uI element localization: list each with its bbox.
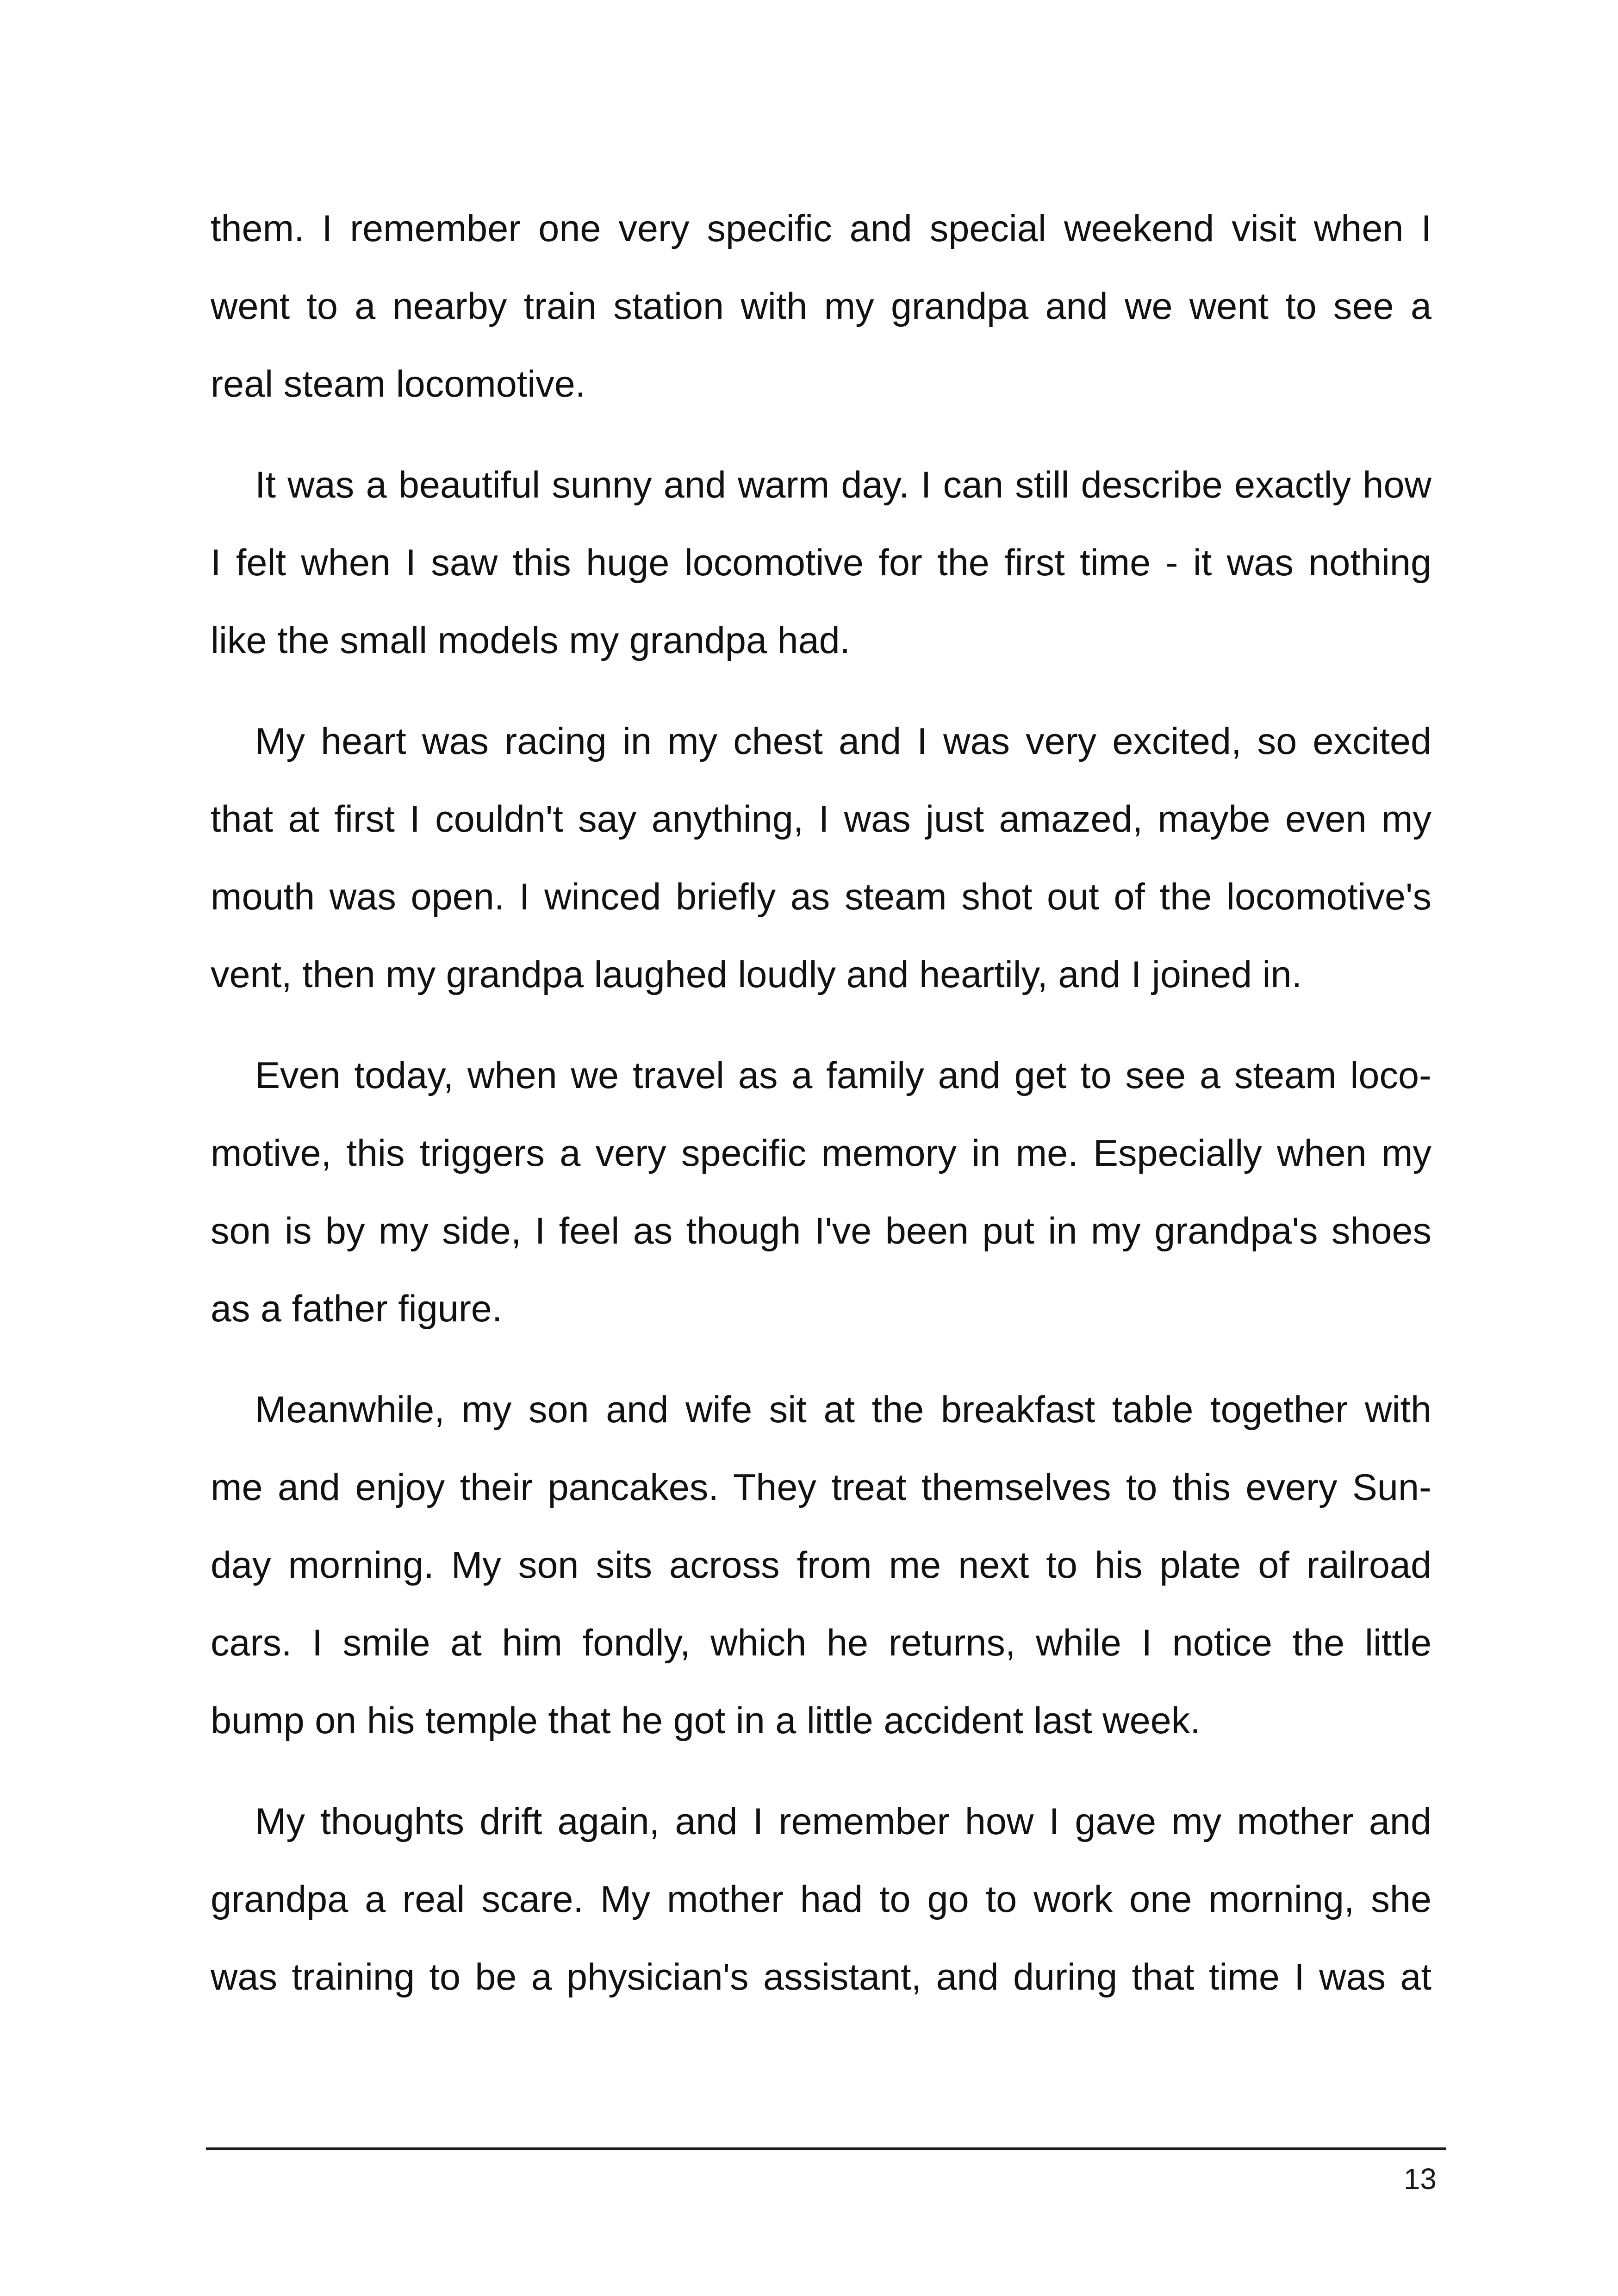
footer-divider [206, 2147, 1446, 2150]
text-line: real steam locomotive. [211, 363, 586, 405]
paragraph-1 [211, 190, 1431, 423]
text-line: day morning. My son sits across from me next to his plate of railroad [211, 1544, 1431, 1586]
text-line: Even today, when we travel as a family and get to see a steam loco- [255, 1055, 1431, 1096]
text-line: motive, this triggers a very specific memory in me. Especially when my [211, 1132, 1431, 1174]
text-line: grandpa a real scare. My mother had to go to work one morning, she [211, 1879, 1431, 1920]
body-text [211, 190, 1431, 2039]
text-line: them. I remember one very specific and special weekend visit when I [211, 208, 1431, 249]
paragraph-5 [211, 1371, 1431, 1760]
text-line: cars. I smile at him fondly, which he returns, while I notice the little [211, 1622, 1431, 1664]
text-line: me and enjoy their pancakes. They treat themselves to this every Sun- [211, 1467, 1431, 1508]
text-line: like the small models my grandpa had. [211, 620, 851, 661]
text-line: as a father figure. [211, 1288, 503, 1330]
text-line: It was a beautiful sunny and warm day. I can still describe exactly how [255, 464, 1431, 506]
text-line: went to a nearby train station with my grandpa and we went to see a [211, 286, 1431, 327]
text-line: was training to be a physician's assistant, and during that time I was at [211, 1956, 1431, 1998]
text-line: son is by my side, I feel as though I've been put in my grandpa's shoes [211, 1210, 1431, 1252]
text-line: vent, then my grandpa laughed loudly and heartily, and I joined in. [211, 954, 1302, 996]
text-line: My heart was racing in my chest and I was very excited, so excited [255, 721, 1431, 762]
text-line: Meanwhile, my son and wife sit at the breakfast table together with [255, 1389, 1431, 1431]
paragraph-3 [211, 703, 1431, 1014]
text-line: that at first I couldn't say anything, I was just amazed, maybe even my [211, 798, 1431, 840]
text-line: mouth was open. I winced briefly as steam shot out of the locomotive's [211, 876, 1431, 918]
text-line: bump on his temple that he got in a little accident last week. [211, 1700, 1201, 1742]
page-number: 13 [1403, 2162, 1437, 2196]
text-line: My thoughts drift again, and I remember how I gave my mother and [255, 1801, 1431, 1842]
paragraph-4 [211, 1037, 1431, 1348]
paragraph-6 [211, 1783, 1431, 2016]
paragraph-2 [211, 446, 1431, 679]
text-line: I felt when I saw this huge locomotive for the first time - it was nothing [211, 542, 1431, 584]
